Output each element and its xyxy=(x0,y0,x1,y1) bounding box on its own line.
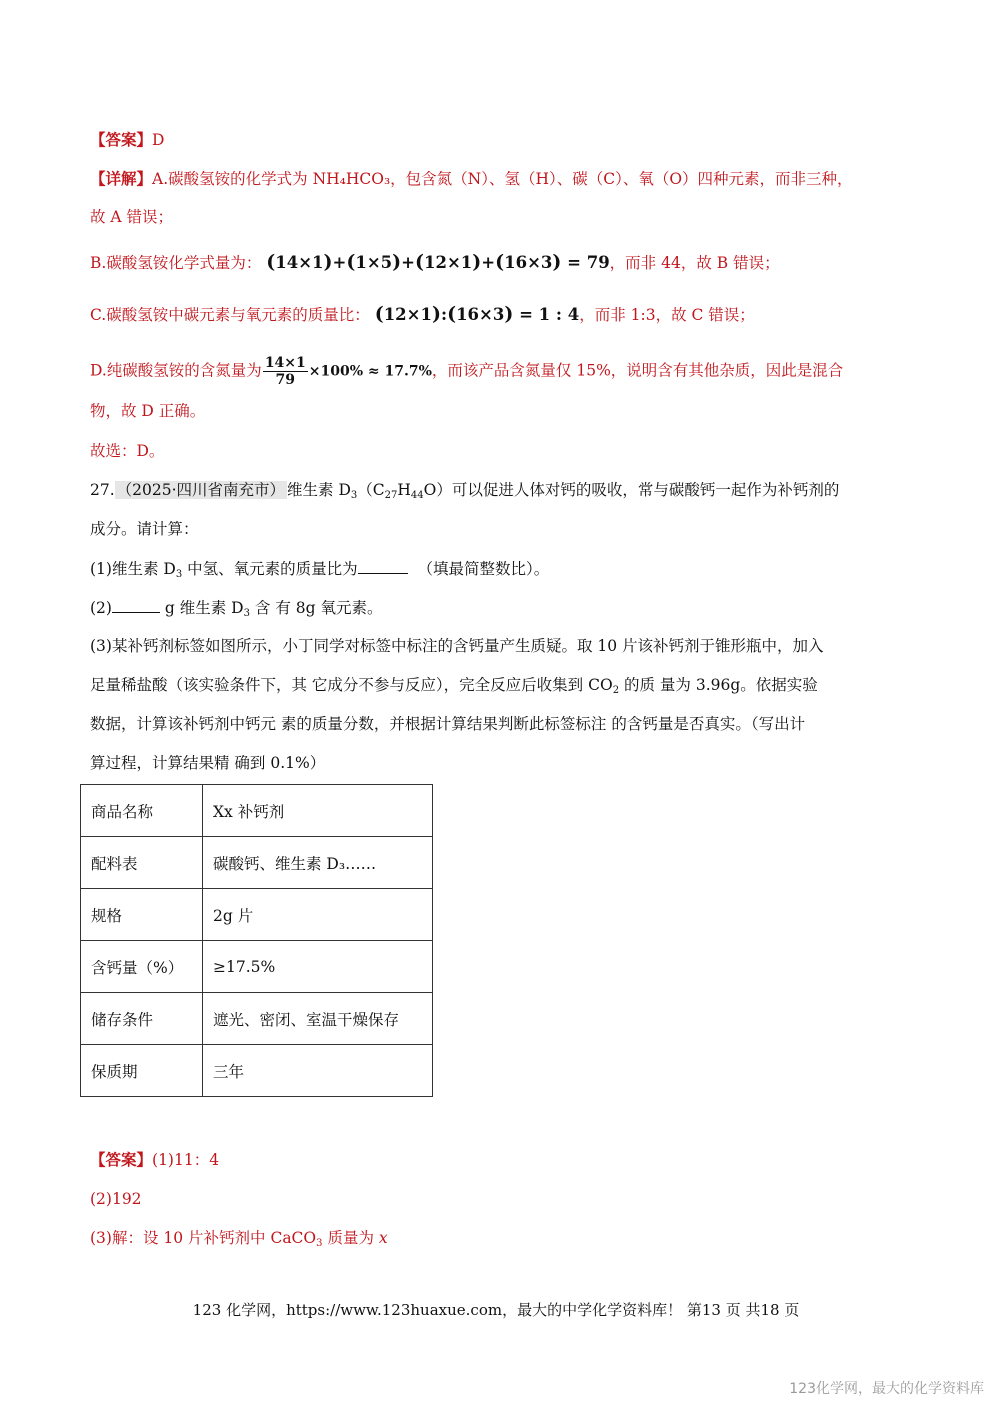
nitrogen-fraction xyxy=(263,355,308,388)
term-1: 14×1 xyxy=(275,253,324,272)
detail-c xyxy=(90,303,755,326)
detail-b-post: ，而非 44，故 B 错误； xyxy=(609,254,780,272)
row-key: 规格 xyxy=(81,889,203,941)
q27-part3-line1: (3)某补钙剂标签如图所示，小丁同学对标签中标注的含钙量产生质疑。取 10 片该补钙剂于锥形瓶中，加入 xyxy=(90,637,824,655)
q27-part3-line2 xyxy=(90,674,818,702)
q27-stem-line1 xyxy=(90,479,839,507)
part2-sub: 3 xyxy=(243,608,250,619)
part2-b: g 维生素 D xyxy=(159,599,244,617)
answer3-a: (3)解：设 10 片补钙剂中 CaCO xyxy=(90,1229,317,1247)
row-key: 含钙量（%） xyxy=(81,941,203,993)
answer3-sub: 3 xyxy=(316,1238,323,1249)
answer-part1: (1)11：4 xyxy=(152,1151,220,1169)
term-4: 16×3 xyxy=(504,253,553,272)
q27-part2 xyxy=(90,596,382,625)
table-row xyxy=(81,889,433,941)
stem-text-d: O）可以促进人体对钙的吸收，常与碳酸钙一起作为补钙剂的 xyxy=(423,481,840,499)
stem-text-b: （C xyxy=(357,481,385,499)
row-value: Xx 补钙剂 xyxy=(203,785,433,837)
fraction-denominator: 79 xyxy=(275,372,296,388)
detail-b-pre: B.碳酸氢铵化学式量为： xyxy=(90,254,262,272)
ratio-result: = 1 : 4 xyxy=(519,305,580,324)
ratio-term-1: 12×1 xyxy=(383,305,432,324)
stem-text-a: 维生素 D xyxy=(287,481,351,499)
detail-b xyxy=(90,251,780,274)
stem-sub-a: 3 xyxy=(350,490,358,501)
table-row xyxy=(81,993,433,1045)
term-2: 1×5 xyxy=(355,253,393,272)
answer-blank-1[interactable] xyxy=(358,557,408,574)
part2-a: (2) xyxy=(90,599,112,617)
detail-a-line1 xyxy=(90,168,853,190)
table-row xyxy=(81,837,433,889)
table-row xyxy=(81,1045,433,1097)
row-value: 遮光、密闭、室温干燥保存 xyxy=(203,993,433,1045)
detail-a-text: A.碳酸氢铵的化学式为 NH₄HCO₃，包含氮（N）、氢（H）、碳（C）、氧（O）四种元素，而非三种， xyxy=(152,170,853,188)
q27-answer-3 xyxy=(90,1227,388,1255)
question-number: 27. xyxy=(90,481,115,499)
question-source: （2025·四川省南充市） xyxy=(116,481,286,499)
part2-c: 含 有 8g 氧元素。 xyxy=(249,599,383,617)
answer-value: D xyxy=(152,131,165,149)
detail-choice: 故选：D。 xyxy=(90,442,165,460)
row-value: 碳酸钙、维生素 D₃…… xyxy=(203,837,433,889)
page-footer: 123 化学网，https://www.123huaxue.com，最大的中学化学资料库！ 第13 页 共18 页 xyxy=(192,1301,800,1319)
part1-sub: 3 xyxy=(175,569,183,580)
detail-a-line2: 故 A 错误； xyxy=(90,208,174,226)
q27-stem-line2: 成分。请计算： xyxy=(90,520,199,538)
term-result: = 79 xyxy=(567,253,610,272)
answer-tag: 【答案】 xyxy=(90,130,153,149)
q27-part1 xyxy=(90,557,549,586)
detail-d-pre: D.纯碳酸氢铵的含氮量为 xyxy=(90,361,262,380)
nitrogen-percent: ×100% ≈ 17.7% xyxy=(308,363,432,380)
part1-c: （填最简整数比）。 xyxy=(417,560,550,578)
q27-part3-line4: 算过程，计算结果精 确到 0.1%） xyxy=(90,754,326,772)
part3-line2-a: 足量稀盐酸（该实验条件下，其 它成分不参与反应），完全反应后收集到 CO xyxy=(90,676,613,694)
row-key: 配料表 xyxy=(81,837,203,889)
row-key: 保质期 xyxy=(81,1045,203,1097)
detail-d-line2: 物，故 D 正确。 xyxy=(90,402,206,420)
part1-a: (1)维生素 D xyxy=(90,560,176,578)
answer-tag: 【答案】 xyxy=(90,1150,153,1169)
row-value: ≥17.5% xyxy=(203,941,433,993)
detail-d-post: ，而该产品含氮量仅 15%，说明含有其他杂质，因此是混合 xyxy=(431,361,844,380)
q27-answer-2: (2)192 xyxy=(90,1190,142,1208)
answer3-b: 质量为 xyxy=(322,1229,379,1247)
row-key: 商品名称 xyxy=(81,785,203,837)
row-key: 储存条件 xyxy=(81,993,203,1045)
q26-answer xyxy=(90,129,164,151)
detail-c-pre: C.碳酸氢铵中碳元素与氧元素的质量比： xyxy=(90,306,370,324)
stem-sub-b: 27 xyxy=(384,490,398,501)
ratio-term-2: 16×3 xyxy=(456,305,505,324)
q27-answer-1 xyxy=(90,1149,219,1171)
table-row xyxy=(81,785,433,837)
answer-blank-2[interactable] xyxy=(112,596,160,613)
detail-d xyxy=(90,355,843,388)
term-3: 12×1 xyxy=(424,253,473,272)
fraction-numerator: 14×1 xyxy=(264,355,306,371)
table-row xyxy=(81,941,433,993)
row-value: 三年 xyxy=(203,1045,433,1097)
q27-part3-line3: 数据，计算该补钙剂中钙元 素的质量分数，并根据计算结果判断此标签标注 的含钙量是否真实。（写出计 xyxy=(90,715,806,733)
detail-tag: 【详解】 xyxy=(90,169,153,188)
row-value: 2g 片 xyxy=(203,889,433,941)
part1-b: 中氢、氧元素的质量比为 xyxy=(182,560,358,578)
stem-sub-c: 44 xyxy=(410,490,424,501)
answer3-var: x xyxy=(378,1229,388,1247)
detail-c-post: ，而非 1:3，故 C 错误； xyxy=(579,306,755,324)
supplement-label-table xyxy=(80,784,433,1097)
watermark: 123化学网，最大的化学资料库 xyxy=(789,1381,984,1397)
part3-line2-b: 的质 量为 3.96g。依据实验 xyxy=(619,676,818,694)
stem-text-c: H xyxy=(397,481,411,499)
formula-mass-expression: (14×1)+(1×5)+(12×1)+(16×3) = 79 xyxy=(266,251,610,273)
mass-ratio-expression: (12×1):(16×3) = 1 : 4 xyxy=(374,303,580,325)
part3-line2-sub: 2 xyxy=(612,685,620,696)
